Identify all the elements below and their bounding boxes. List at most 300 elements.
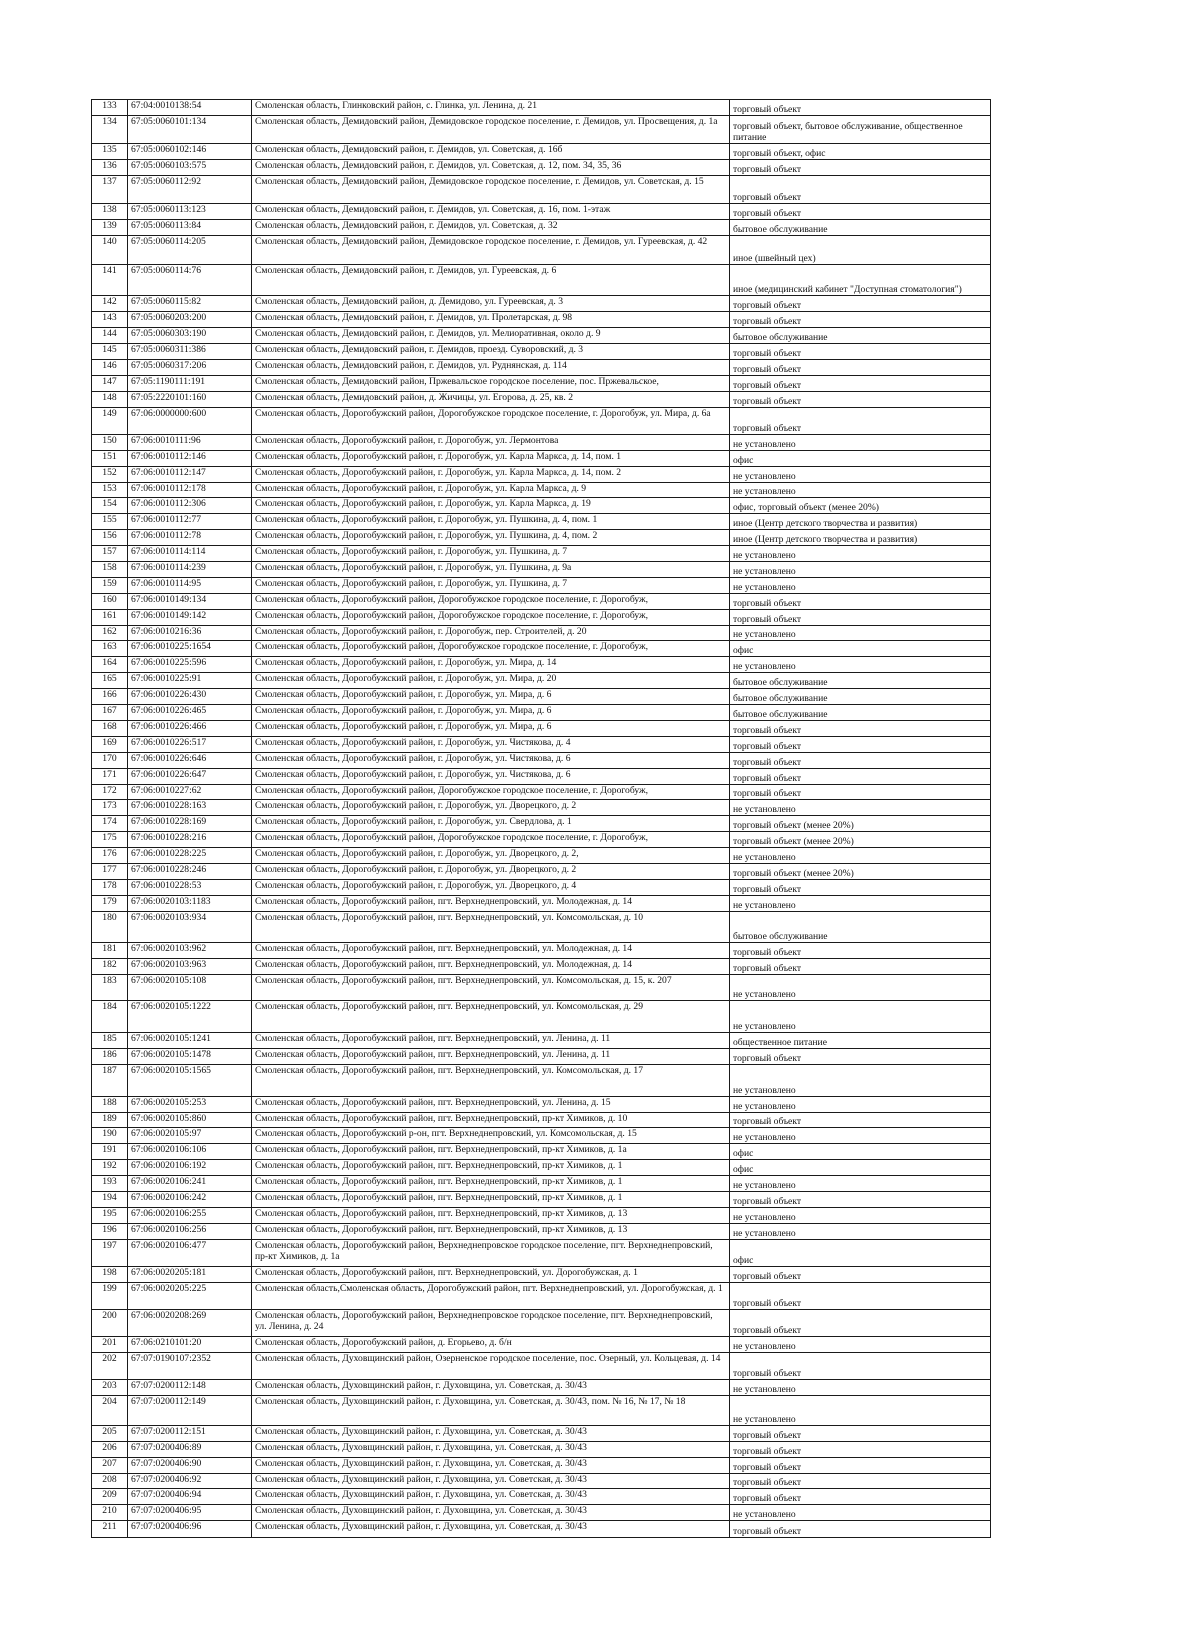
address-cell: Смоленская область, Демидовский район, Пржевальское городское поселение, пос. Пржевальское, — [252, 375, 730, 391]
cadastral-number-cell: 67:05:1190111:191 — [128, 375, 252, 391]
address-cell: Смоленская область, Дорогобужский район, Дорогобужское городское поселение, г. Дорогобуж, — [252, 832, 730, 848]
table-row — [92, 720, 991, 736]
usage-type-cell: не установлено — [730, 1064, 991, 1096]
usage-type-cell: торговый объект — [730, 359, 991, 375]
row-number-cell: 185 — [92, 1033, 128, 1049]
usage-type-cell: торговый объект — [730, 1473, 991, 1489]
address-cell: Смоленская область, Дорогобужский район, Дорогобужское городское поселение, г. Дорогобуж, — [252, 784, 730, 800]
cadastral-number-cell: 67:06:0010226:430 — [128, 689, 252, 705]
table-row — [92, 673, 991, 689]
table-row — [92, 530, 991, 546]
row-number-cell: 152 — [92, 466, 128, 482]
row-number-cell: 196 — [92, 1223, 128, 1239]
cadastral-number-cell: 67:06:0020106:192 — [128, 1160, 252, 1176]
cadastral-number-cell: 67:05:0060303:190 — [128, 328, 252, 344]
table-row — [92, 100, 991, 116]
table-row — [92, 863, 991, 879]
address-cell: Смоленская область, Демидовский район, Демидовское городское поселение, г. Демидов, ул. Гуреевская, д. 42 — [252, 236, 730, 264]
row-number-cell: 166 — [92, 689, 128, 705]
cadastral-number-cell: 67:06:0020103:934 — [128, 911, 252, 943]
row-number-cell: 164 — [92, 657, 128, 673]
table-row — [92, 959, 991, 975]
address-cell: Смоленская область, Дорогобужский район, пгт. Верхнеднепровский, ул. Комсомольская, д. 17 — [252, 1064, 730, 1096]
cadastral-number-cell: 67:06:0010226:466 — [128, 720, 252, 736]
address-cell: Смоленская область,Смоленская область, Дорогобужский район, пгт. Верхнеднепровский, ул. Дорогобужская, д. 1 — [252, 1282, 730, 1309]
row-number-cell: 195 — [92, 1207, 128, 1223]
cadastral-number-cell: 67:07:0190107:2352 — [128, 1353, 252, 1380]
row-number-cell: 172 — [92, 784, 128, 800]
address-cell: Смоленская область, Дорогобужский район, Верхнеднепровское городское поселение, пгт. Верхнеднепровский, пр-кт Химиков, д. 1а — [252, 1239, 730, 1266]
row-number-cell: 190 — [92, 1128, 128, 1144]
address-cell: Смоленская область, Дорогобужский район, Дорогобужское городское поселение, г. Дорогобуж, — [252, 593, 730, 609]
cadastral-number-cell: 67:05:0060103:575 — [128, 160, 252, 176]
row-number-cell: 171 — [92, 768, 128, 784]
row-number-cell: 159 — [92, 577, 128, 593]
address-cell: Смоленская область, Дорогобужский район, пгт. Верхнеднепровский, пр-кт Химиков, д. 10 — [252, 1112, 730, 1128]
address-cell: Смоленская область, Дорогобужский район, пгт. Верхнеднепровский, ул. Комсомольская, д. 10 — [252, 911, 730, 943]
usage-type-cell: торговый объект — [730, 1441, 991, 1457]
cadastral-number-cell: 67:06:0020105:860 — [128, 1112, 252, 1128]
table-row — [92, 625, 991, 641]
usage-type-cell: не установлено — [730, 975, 991, 1001]
table-row — [92, 1096, 991, 1112]
table-row — [92, 705, 991, 721]
cadastral-number-cell: 67:06:0010228:163 — [128, 800, 252, 816]
row-number-cell: 170 — [92, 752, 128, 768]
usage-type-cell: офис, торговый объект (менее 20%) — [730, 498, 991, 514]
table-row — [92, 115, 991, 143]
table-row — [92, 1282, 991, 1309]
cadastral-number-cell: 67:06:0010225:1654 — [128, 641, 252, 657]
usage-type-cell: иное (швейный цех) — [730, 236, 991, 264]
row-number-cell: 184 — [92, 1001, 128, 1033]
cadastral-number-cell: 67:05:0060113:123 — [128, 204, 252, 220]
row-number-cell: 206 — [92, 1441, 128, 1457]
usage-type-cell: не установлено — [730, 1176, 991, 1192]
address-cell: Смоленская область, Демидовский район, г. Демидов, ул. Советская, д. 16, пом. 1-этаж — [252, 204, 730, 220]
usage-type-cell: офис — [730, 1160, 991, 1176]
row-number-cell: 192 — [92, 1160, 128, 1176]
address-cell: Смоленская область, Дорогобужский район, Дорогобужское городское поселение, г. Дорогобуж, ул. Мира, д. 6а — [252, 407, 730, 434]
address-cell: Смоленская область, Духовщинский район, г. Духовщина, ул. Советская, д. 30/43 — [252, 1380, 730, 1396]
cadastral-number-cell: 67:06:0010225:596 — [128, 657, 252, 673]
usage-type-cell: не установлено — [730, 848, 991, 864]
address-cell: Смоленская область, Дорогобужский район, пгт. Верхнеднепровский, пр-кт Химиков, д. 13 — [252, 1223, 730, 1239]
usage-type-cell: торговый объект — [730, 1282, 991, 1309]
cadastral-number-cell: 67:06:0010227:62 — [128, 784, 252, 800]
cadastral-number-cell: 67:06:0020106:255 — [128, 1207, 252, 1223]
usage-type-cell: иное (Центр детского творчества и развития) — [730, 530, 991, 546]
row-number-cell: 188 — [92, 1096, 128, 1112]
table-row — [92, 1441, 991, 1457]
row-number-cell: 180 — [92, 911, 128, 943]
address-cell: Смоленская область, Дорогобужский район, г. Дорогобуж, ул. Свердлова, д. 1 — [252, 816, 730, 832]
table-row — [92, 593, 991, 609]
cadastral-number-cell: 67:06:0010228:169 — [128, 816, 252, 832]
table-row — [92, 434, 991, 450]
row-number-cell: 200 — [92, 1310, 128, 1337]
cadastral-number-cell: 67:07:0200112:149 — [128, 1396, 252, 1426]
row-number-cell: 199 — [92, 1282, 128, 1309]
table-row — [92, 1192, 991, 1208]
table-row — [92, 1128, 991, 1144]
cadastral-number-cell: 67:06:0010228:216 — [128, 832, 252, 848]
table-row — [92, 328, 991, 344]
address-cell: Смоленская область, Дорогобужский район, г. Дорогобуж, ул. Пушкина, д. 9а — [252, 562, 730, 578]
cadastral-number-cell: 67:06:0010114:239 — [128, 562, 252, 578]
table-row — [92, 1310, 991, 1337]
table-row — [92, 943, 991, 959]
cadastral-number-cell: 67:06:0020205:225 — [128, 1282, 252, 1309]
table-row — [92, 482, 991, 498]
cadastral-number-cell: 67:06:0020105:1222 — [128, 1001, 252, 1033]
cadastral-number-cell: 67:05:0060113:84 — [128, 220, 252, 236]
cadastral-number-cell: 67:06:0010228:53 — [128, 879, 252, 895]
row-number-cell: 150 — [92, 434, 128, 450]
address-cell: Смоленская область, Дорогобужский район, г. Дорогобуж, ул. Карла Маркса, д. 14, пом. 2 — [252, 466, 730, 482]
address-cell: Смоленская область, Духовщинский район, Озерненское городское поселение, пос. Озерный, ул. Кольцевая, д. 14 — [252, 1353, 730, 1380]
cadastral-number-cell: 67:05:0060101:134 — [128, 115, 252, 143]
row-number-cell: 138 — [92, 204, 128, 220]
cadastral-number-cell: 67:07:0200112:148 — [128, 1380, 252, 1396]
address-cell: Смоленская область, Дорогобужский район, г. Дорогобуж, ул. Мира, д. 6 — [252, 720, 730, 736]
row-number-cell: 187 — [92, 1064, 128, 1096]
usage-type-cell: не установлено — [730, 1207, 991, 1223]
row-number-cell: 205 — [92, 1425, 128, 1441]
table-row — [92, 1033, 991, 1049]
cadastral-number-cell: 67:06:0020103:963 — [128, 959, 252, 975]
table-row — [92, 1521, 991, 1538]
row-number-cell: 186 — [92, 1049, 128, 1065]
table-row — [92, 296, 991, 312]
table-row — [92, 1160, 991, 1176]
row-number-cell: 153 — [92, 482, 128, 498]
table-row — [92, 911, 991, 943]
usage-type-cell: торговый объект — [730, 1049, 991, 1065]
usage-type-cell: не установлено — [730, 1001, 991, 1033]
address-cell: Смоленская область, Глинковский район, с. Глинка, ул. Ленина, д. 21 — [252, 100, 730, 116]
table-row — [92, 1144, 991, 1160]
row-number-cell: 143 — [92, 312, 128, 328]
row-number-cell: 141 — [92, 264, 128, 296]
row-number-cell: 144 — [92, 328, 128, 344]
address-cell: Смоленская область, Демидовский район, г. Демидов, ул. Мелиоративная, около д. 9 — [252, 328, 730, 344]
address-cell: Смоленская область, Духовщинский район, г. Духовщина, ул. Советская, д. 30/43 — [252, 1505, 730, 1521]
address-cell: Смоленская область, Демидовский район, д. Демидово, ул. Гуреевская, д. 3 — [252, 296, 730, 312]
cadastral-number-cell: 67:06:0010112:306 — [128, 498, 252, 514]
address-cell: Смоленская область, Дорогобужский район, г. Дорогобуж, пер. Строителей, д. 20 — [252, 625, 730, 641]
cadastral-number-cell: 67:07:0200406:89 — [128, 1441, 252, 1457]
row-number-cell: 136 — [92, 160, 128, 176]
table-row — [92, 466, 991, 482]
address-cell: Смоленская область, Дорогобужский район, г. Дорогобуж, ул. Мира, д. 6 — [252, 689, 730, 705]
usage-type-cell: торговый объект — [730, 879, 991, 895]
table-row — [92, 1489, 991, 1505]
address-cell: Смоленская область, Дорогобужский район, пгт. Верхнеднепровский, пр-кт Химиков, д. 13 — [252, 1207, 730, 1223]
table-row — [92, 641, 991, 657]
address-cell: Смоленская область, Дорогобужский район, пгт. Верхнеднепровский, пр-кт Химиков, д. 1 — [252, 1160, 730, 1176]
address-cell: Смоленская область, Дорогобужский район, Дорогобужское городское поселение, г. Дорогобуж, — [252, 609, 730, 625]
row-number-cell: 203 — [92, 1380, 128, 1396]
usage-type-cell: торговый объект — [730, 736, 991, 752]
cadastral-number-cell: 67:06:0020105:1241 — [128, 1033, 252, 1049]
table-row — [92, 1112, 991, 1128]
usage-type-cell: торговый объект — [730, 176, 991, 204]
property-table — [91, 99, 991, 1538]
row-number-cell: 163 — [92, 641, 128, 657]
cadastral-number-cell: 67:06:0010112:147 — [128, 466, 252, 482]
cadastral-number-cell: 67:06:0010114:114 — [128, 546, 252, 562]
table-row — [92, 1353, 991, 1380]
cadastral-number-cell: 67:05:0060203:200 — [128, 312, 252, 328]
cadastral-number-cell: 67:06:0020106:256 — [128, 1223, 252, 1239]
usage-type-cell: торговый объект — [730, 593, 991, 609]
cadastral-number-cell: 67:06:0010216:36 — [128, 625, 252, 641]
usage-type-cell: не установлено — [730, 1128, 991, 1144]
row-number-cell: 169 — [92, 736, 128, 752]
row-number-cell: 157 — [92, 546, 128, 562]
address-cell: Смоленская область, Дорогобужский район, пгт. Верхнеднепровский, пр-кт Химиков, д. 1а — [252, 1144, 730, 1160]
cadastral-number-cell: 67:06:0020205:181 — [128, 1266, 252, 1282]
table-row — [92, 1176, 991, 1192]
row-number-cell: 146 — [92, 359, 128, 375]
usage-type-cell: бытовое обслуживание — [730, 673, 991, 689]
row-number-cell: 193 — [92, 1176, 128, 1192]
cadastral-number-cell: 67:06:0010226:465 — [128, 705, 252, 721]
usage-type-cell: торговый объект — [730, 1310, 991, 1337]
row-number-cell: 194 — [92, 1192, 128, 1208]
address-cell: Смоленская область, Духовщинский район, г. Духовщина, ул. Советская, д. 30/43 — [252, 1457, 730, 1473]
table-row — [92, 1266, 991, 1282]
address-cell: Смоленская область, Дорогобужский район, пгт. Верхнеднепровский, ул. Комсомольская, д. 29 — [252, 1001, 730, 1033]
usage-type-cell: не установлено — [730, 434, 991, 450]
table-row — [92, 816, 991, 832]
usage-type-cell: торговый объект, офис — [730, 144, 991, 160]
address-cell: Смоленская область, Дорогобужский район, г. Дорогобуж, ул. Лермонтова — [252, 434, 730, 450]
usage-type-cell: общественное питание — [730, 1033, 991, 1049]
cadastral-number-cell: 67:06:0010226:517 — [128, 736, 252, 752]
usage-type-cell: не установлено — [730, 1337, 991, 1353]
address-cell: Смоленская область, Демидовский район, Демидовское городское поселение, г. Демидов, ул. Советская, д. 15 — [252, 176, 730, 204]
usage-type-cell: торговый объект — [730, 959, 991, 975]
row-number-cell: 160 — [92, 593, 128, 609]
table-row — [92, 800, 991, 816]
usage-type-cell: торговый объект — [730, 768, 991, 784]
row-number-cell: 204 — [92, 1396, 128, 1426]
cadastral-number-cell: 67:06:0010149:134 — [128, 593, 252, 609]
row-number-cell: 174 — [92, 816, 128, 832]
cadastral-number-cell: 67:07:0200406:94 — [128, 1489, 252, 1505]
cadastral-number-cell: 67:06:0020103:1183 — [128, 895, 252, 911]
usage-type-cell: бытовое обслуживание — [730, 911, 991, 943]
cadastral-number-cell: 67:06:0010225:91 — [128, 673, 252, 689]
row-number-cell: 148 — [92, 391, 128, 407]
address-cell: Смоленская область, Дорогобужский район, г. Дорогобуж, ул. Пушкина, д. 4, пом. 1 — [252, 514, 730, 530]
address-cell: Смоленская область, Дорогобужский район, Дорогобужское городское поселение, г. Дорогобуж, — [252, 641, 730, 657]
usage-type-cell: не установлено — [730, 466, 991, 482]
row-number-cell: 173 — [92, 800, 128, 816]
address-cell: Смоленская область, Дорогобужский район, г. Дорогобуж, ул. Пушкина, д. 7 — [252, 546, 730, 562]
table-row — [92, 1239, 991, 1266]
table-row — [92, 514, 991, 530]
address-cell: Смоленская область, Демидовский район, г. Демидов, ул. Пролетарская, д. 98 — [252, 312, 730, 328]
table-row — [92, 1337, 991, 1353]
address-cell: Смоленская область, Дорогобужский район, г. Дорогобуж, ул. Дворецкого, д. 4 — [252, 879, 730, 895]
row-number-cell: 181 — [92, 943, 128, 959]
table-row — [92, 1380, 991, 1396]
table-row — [92, 391, 991, 407]
cadastral-number-cell: 67:07:0200406:96 — [128, 1521, 252, 1538]
address-cell: Смоленская область, Демидовский район, г. Демидов, ул. Советская, д. 12, пом. 34, 35, 36 — [252, 160, 730, 176]
row-number-cell: 155 — [92, 514, 128, 530]
usage-type-cell: торговый объект — [730, 204, 991, 220]
usage-type-cell: не установлено — [730, 482, 991, 498]
cadastral-number-cell: 67:05:0060311:386 — [128, 344, 252, 360]
usage-type-cell: торговый объект — [730, 375, 991, 391]
table-row — [92, 498, 991, 514]
table-row — [92, 546, 991, 562]
cadastral-number-cell: 67:06:0010114:95 — [128, 577, 252, 593]
usage-type-cell: торговый объект — [730, 1489, 991, 1505]
table-row — [92, 375, 991, 391]
row-number-cell: 210 — [92, 1505, 128, 1521]
usage-type-cell: не установлено — [730, 1223, 991, 1239]
table-row — [92, 832, 991, 848]
cadastral-number-cell: 67:06:0020105:1478 — [128, 1049, 252, 1065]
usage-type-cell: торговый объект (менее 20%) — [730, 863, 991, 879]
usage-type-cell: торговый объект — [730, 1457, 991, 1473]
address-cell: Смоленская область, Дорогобужский район, д. Егорьево, д. б/н — [252, 1337, 730, 1353]
address-cell: Смоленская область, Демидовский район, д. Жичицы, ул. Егорова, д. 25, кв. 2 — [252, 391, 730, 407]
table-row — [92, 344, 991, 360]
address-cell: Смоленская область, Дорогобужский район, пгт. Верхнеднепровский, ул. Молодежная, д. 14 — [252, 943, 730, 959]
address-cell: Смоленская область, Духовщинский район, г. Духовщина, ул. Советская, д. 30/43 — [252, 1473, 730, 1489]
address-cell: Смоленская область, Демидовский район, г. Демидов, ул. Гуреевская, д. 6 — [252, 264, 730, 296]
row-number-cell: 208 — [92, 1473, 128, 1489]
row-number-cell: 211 — [92, 1521, 128, 1538]
table-row — [92, 1223, 991, 1239]
address-cell: Смоленская область, Дорогобужский район, пгт. Верхнеднепровский, ул. Молодежная, д. 14 — [252, 959, 730, 975]
usage-type-cell: не установлено — [730, 800, 991, 816]
address-cell: Смоленская область, Дорогобужский район, пгт. Верхнеднепровский, ул. Ленина, д. 15 — [252, 1096, 730, 1112]
usage-type-cell: иное (Центр детского творчества и развития) — [730, 514, 991, 530]
table-row — [92, 359, 991, 375]
address-cell: Смоленская область, Дорогобужский район, г. Дорогобуж, ул. Дворецкого, д. 2, — [252, 848, 730, 864]
address-cell: Смоленская область, Дорогобужский район, г. Дорогобуж, ул. Мира, д. 6 — [252, 705, 730, 721]
cadastral-number-cell: 67:07:0200112:151 — [128, 1425, 252, 1441]
usage-type-cell: торговый объект — [730, 1353, 991, 1380]
address-cell: Смоленская область, Дорогобужский район, г. Дорогобуж, ул. Чистякова, д. 6 — [252, 768, 730, 784]
table-row — [92, 312, 991, 328]
cadastral-number-cell: 67:07:0200406:90 — [128, 1457, 252, 1473]
cadastral-number-cell: 67:06:0000000:600 — [128, 407, 252, 434]
cadastral-number-cell: 67:05:0060102:146 — [128, 144, 252, 160]
row-number-cell: 176 — [92, 848, 128, 864]
row-number-cell: 133 — [92, 100, 128, 116]
row-number-cell: 175 — [92, 832, 128, 848]
usage-type-cell: офис — [730, 450, 991, 466]
cadastral-number-cell: 67:05:0060114:205 — [128, 236, 252, 264]
row-number-cell: 191 — [92, 1144, 128, 1160]
address-cell: Смоленская область, Духовщинский район, г. Духовщина, ул. Советская, д. 30/43 — [252, 1489, 730, 1505]
address-cell: Смоленская область, Демидовский район, Демидовское городское поселение, г. Демидов, ул. Просвещения, д. 1а — [252, 115, 730, 143]
row-number-cell: 179 — [92, 895, 128, 911]
address-cell: Смоленская область, Дорогобужский район, г. Дорогобуж, ул. Мира, д. 14 — [252, 657, 730, 673]
row-number-cell: 183 — [92, 975, 128, 1001]
row-number-cell: 134 — [92, 115, 128, 143]
usage-type-cell: не установлено — [730, 657, 991, 673]
row-number-cell: 135 — [92, 144, 128, 160]
address-cell: Смоленская область, Дорогобужский район, г. Дорогобуж, ул. Чистякова, д. 4 — [252, 736, 730, 752]
cadastral-number-cell: 67:05:0060115:82 — [128, 296, 252, 312]
usage-type-cell: торговый объект — [730, 1425, 991, 1441]
cadastral-number-cell: 67:05:0060317:206 — [128, 359, 252, 375]
cadastral-number-cell: 67:06:0020105:1565 — [128, 1064, 252, 1096]
table-row — [92, 689, 991, 705]
usage-type-cell: торговый объект, бытовое обслуживание, общественное питание — [730, 115, 991, 143]
row-number-cell: 137 — [92, 176, 128, 204]
address-cell: Смоленская область, Дорогобужский район, г. Дорогобуж, ул. Дворецкого, д. 2 — [252, 800, 730, 816]
table-row — [92, 1001, 991, 1033]
usage-type-cell: офис — [730, 1144, 991, 1160]
cadastral-number-cell: 67:06:0010111:96 — [128, 434, 252, 450]
cadastral-number-cell: 67:06:0020106:242 — [128, 1192, 252, 1208]
address-cell: Смоленская область, Дорогобужский район, г. Дорогобуж, ул. Чистякова, д. 6 — [252, 752, 730, 768]
row-number-cell: 156 — [92, 530, 128, 546]
address-cell: Смоленская область, Дорогобужский р-он, пгт. Верхнеднепровский, ул. Комсомольская, д. 15 — [252, 1128, 730, 1144]
address-cell: Смоленская область, Дорогобужский район, г. Дорогобуж, ул. Пушкина, д. 4, пом. 2 — [252, 530, 730, 546]
usage-type-cell: торговый объект — [730, 784, 991, 800]
usage-type-cell: торговый объект — [730, 1521, 991, 1538]
row-number-cell: 197 — [92, 1239, 128, 1266]
usage-type-cell: не установлено — [730, 546, 991, 562]
usage-type-cell: торговый объект — [730, 160, 991, 176]
address-cell: Смоленская область, Дорогобужский район, пгт. Верхнеднепровский, пр-кт Химиков, д. 1 — [252, 1176, 730, 1192]
address-cell: Смоленская область, Дорогобужский район, пгт. Верхнеднепровский, ул. Дорогобужская, д. 1 — [252, 1266, 730, 1282]
row-number-cell: 147 — [92, 375, 128, 391]
row-number-cell: 165 — [92, 673, 128, 689]
table-row — [92, 879, 991, 895]
address-cell: Смоленская область, Дорогобужский район, г. Дорогобуж, ул. Пушкина, д. 7 — [252, 577, 730, 593]
cadastral-number-cell: 67:05:0060112:92 — [128, 176, 252, 204]
usage-type-cell: офис — [730, 641, 991, 657]
cadastral-number-cell: 67:06:0010112:146 — [128, 450, 252, 466]
usage-type-cell: торговый объект — [730, 344, 991, 360]
usage-type-cell: торговый объект (менее 20%) — [730, 816, 991, 832]
usage-type-cell: торговый объект — [730, 1112, 991, 1128]
row-number-cell: 198 — [92, 1266, 128, 1282]
row-number-cell: 182 — [92, 959, 128, 975]
document-page — [91, 99, 990, 1538]
table-row — [92, 736, 991, 752]
table-row — [92, 160, 991, 176]
cadastral-number-cell: 67:06:0020105:97 — [128, 1128, 252, 1144]
cadastral-number-cell: 67:05:0060114:76 — [128, 264, 252, 296]
address-cell: Смоленская область, Духовщинский район, г. Духовщина, ул. Советская, д. 30/43 — [252, 1425, 730, 1441]
table-row — [92, 562, 991, 578]
row-number-cell: 168 — [92, 720, 128, 736]
table-row — [92, 1473, 991, 1489]
table-row — [92, 236, 991, 264]
cadastral-number-cell: 67:07:0200406:95 — [128, 1505, 252, 1521]
address-cell: Смоленская область, Дорогобужский район, Верхнеднепровское городское поселение, пгт. Верхнеднепровский, ул. Ленина, д. 24 — [252, 1310, 730, 1337]
usage-type-cell: торговый объект — [730, 407, 991, 434]
cadastral-number-cell: 67:06:0010149:142 — [128, 609, 252, 625]
address-cell: Смоленская область, Дорогобужский район, пгт. Верхнеднепровский, ул. Молодежная, д. 14 — [252, 895, 730, 911]
address-cell: Смоленская область, Дорогобужский район, г. Дорогобуж, ул. Карла Маркса, д. 19 — [252, 498, 730, 514]
usage-type-cell: торговый объект — [730, 609, 991, 625]
usage-type-cell: торговый объект (менее 20%) — [730, 832, 991, 848]
